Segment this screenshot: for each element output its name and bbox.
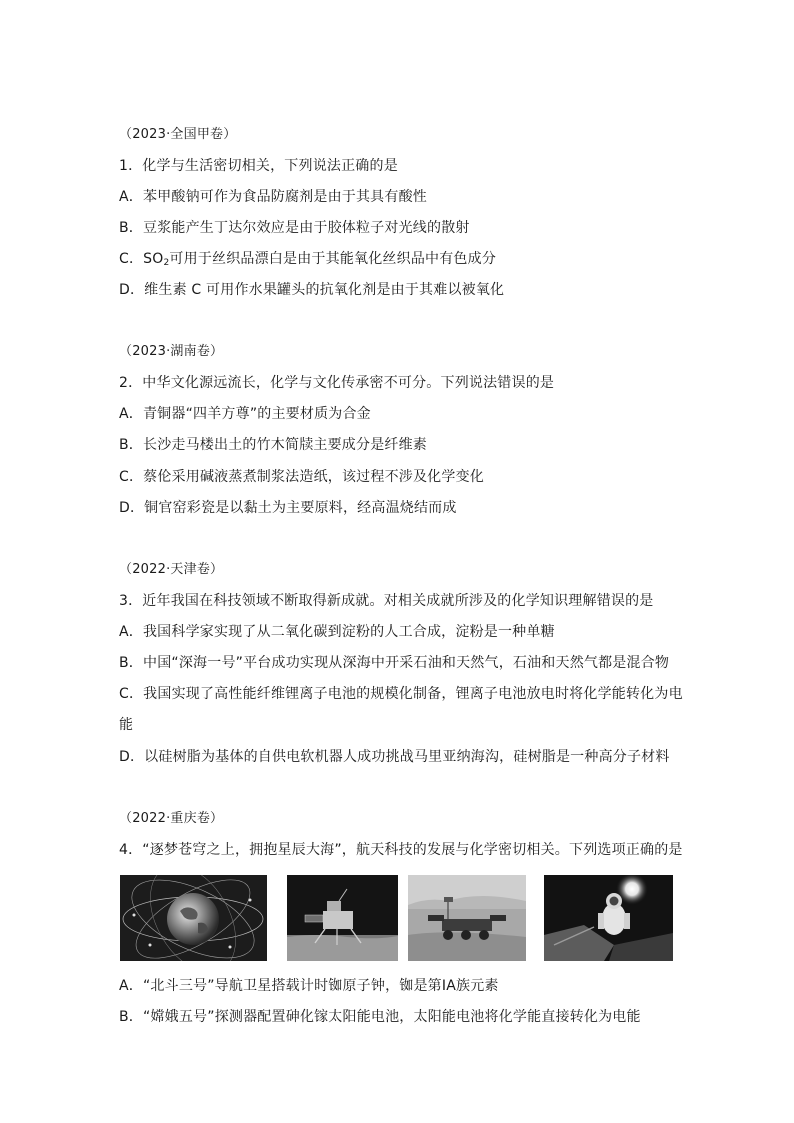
q4-source: （2022·重庆卷） [119,811,224,826]
q4-option-b: B．“嫦娥五号”探测器配置砷化镓太阳能电池，太阳能电池将化学能直接转化为电能 [119,1009,641,1025]
q3-stem: 3．近年我国在科技领域不断取得新成就。对相关成就所涉及的化学知识理解错误的是 [119,593,654,609]
q3-option-c-line1: C．我国实现了高性能纤维锂离子电池的规模化制备，锂离子电池放电时将化学能转化为电 [119,686,683,702]
q2-source: （2023·湖南卷） [119,344,224,359]
q2-option-b: B．长沙走马楼出土的竹木简牍主要成分是纤维素 [119,437,428,453]
q2-option-c: C．蔡伦采用碱液蒸煮制浆法造纸，该过程不涉及化学变化 [119,469,484,485]
q1-option-c-sub: 2 [163,258,170,268]
q2-option-a: A．青铜器“四羊方尊”的主要材质为合金 [119,406,371,422]
rover-image [408,875,526,961]
q1-option-c-pre: C．SO [119,251,164,267]
q3-option-d: D．以硅树脂为基体的自供电软机器人成功挑战马里亚纳海沟，硅树脂是一种高分子材料 [119,749,670,765]
q1-option-c-post: 可用于丝织品漂白是由于其能氧化丝织品中有色成分 [169,251,497,267]
q4-stem: 4．“逐梦苍穹之上，拥抱星辰大海”，航天科技的发展与化学密切相关。下列选项正确的是 [119,842,683,858]
q2-stem: 2．中华文化源远流长，化学与文化传承密不可分。下列说法错误的是 [119,375,555,391]
q3-option-b: B．中国“深海一号”平台成功实现从深海中开采石油和天然气，石油和天然气都是混合物 [119,655,670,671]
satellite-orbits-image [120,875,267,961]
q1-option-d: D．维生素 C 可用作水果罐头的抗氧化剂是由于其难以被氧化 [119,282,505,298]
q1-option-a: A．苯甲酸钠可作为食品防腐剂是由于其具有酸性 [119,189,427,205]
q3-source: （2022·天津卷） [119,562,224,577]
astronaut-image [544,875,673,961]
q4-option-a: A．“北斗三号”导航卫星搭载计时铷原子钟，铷是第ⅠA族元素 [119,978,499,994]
q1-option-c [119,250,496,268]
q1-option-b: B．豆浆能产生丁达尔效应是由于胶体粒子对光线的散射 [119,220,470,236]
q2-option-d: D．铜官窑彩瓷是以黏土为主要原料，经高温烧结而成 [119,500,457,516]
q3-option-c-line2: 能 [119,717,134,733]
q1-stem: 1．化学与生活密切相关，下列说法正确的是 [119,158,398,174]
q1-source: （2023·全国甲卷） [119,127,237,142]
lunar-lander-image [287,875,398,961]
q3-option-a: A．我国科学家实现了从二氧化碳到淀粉的人工合成，淀粉是一种单糖 [119,624,555,640]
